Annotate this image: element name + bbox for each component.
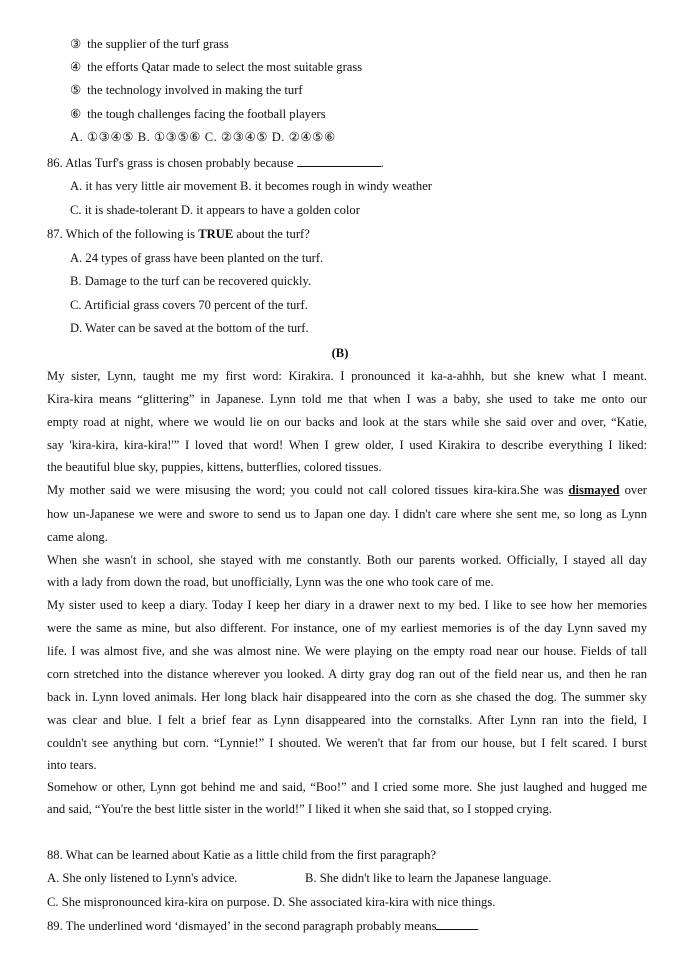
passage-line: empty road at night, where we would lie on our backs and look at the stars while she said over and over, “Katie, [47,415,647,429]
passage-line: with a lady from down the road, but unofficially, Lynn was the one who took care of me. [47,575,494,589]
q86-options-ab: A. it has very little air movement B. it becomes rough in windy weather [70,179,432,193]
q85-option-3: ③ the supplier of the turf grass [70,37,229,51]
passage-line: came along. [47,530,108,544]
answer-blank [297,154,381,167]
passage-line: Somehow or other, Lynn got behind me and said, “Boo!” and I cried some more. She just laughed and hugged me [47,780,647,794]
passage-line: My sister, Lynn, taught me my first word: Kirakira. I pronounced it ka-a-ahhh, but she knew what I meant. [47,369,647,383]
question-86: 86. Atlas Turf's grass is chosen probably because . [47,156,384,170]
q85-option-4: ④ the efforts Qatar made to select the most suitable grass [70,60,363,74]
circled-number: ③ [70,37,82,51]
circled-number: ⑤ [70,83,82,97]
passage-line: life. I was almost five, and she was almost nine. We were playing on the empty road near our house. Fields of tall [47,644,647,658]
q87-option-b: B. Damage to the turf can be recovered quickly. [70,274,312,288]
q85-option-6: ⑥ the tough challenges facing the football players [70,107,326,121]
passage-line: into tears. [47,758,97,772]
question-89: 89. The underlined word ‘dismayed’ in the second paragraph probably means [47,917,478,934]
passage-line: corn stretched into the distance wherever you looked. A dirty gray dog ran out of the field near us, and then he ran [47,667,647,681]
passage-line: the beautiful blue sky, puppies, kittens, butterflies, colored tissues. [47,460,382,474]
passage-line: My sister used to keep a diary. Today I keep her diary in a drawer next to my bed. I like to see how her memories [47,598,647,612]
q88-options-cd: C. She mispronounced kira-kira on purpose. D. She associated kira-kira with nice things. [47,895,496,909]
passage-line: were the same as mine, but also different. For instance, one of my earliest memories is of the day Lynn saved my [47,621,647,635]
question-88: 88. What can be learned about Katie as a little child from the first paragraph? [47,848,436,862]
section-heading: (B) [331,346,349,360]
underlined-word: dismayed [568,483,620,497]
passage-line: was clear and blue. I felt a brief fear as Lynn disappeared into the cornstalks. After Lynn ran into the field, I [47,713,647,727]
q87-option-a: A. 24 types of grass have been planted on the turf. [70,251,324,265]
passage-line: and said, “You're the best little sister in the world!” I liked it when she said that, so I stopped crying. [47,802,552,816]
q86-options-cd: C. it is shade-tolerant D. it appears to have a golden color [70,203,360,217]
answer-blank [436,917,478,930]
passage-line: Kira-kira means “glittering” in Japanese. Lynn told me that when I was a baby, she used to take me onto our [47,392,647,406]
passage-line: couldn't see anything but corn. “Lynnie!” I shouted. We weren't that far from our house, but I felt scared. I burst [47,736,647,750]
passage-line: My mother said we were misusing the word; you could not call colored tissues kira-kira.She was dismayed over [47,483,647,497]
passage-line: When she wasn't in school, she stayed with me constantly. Both our parents worked. Officially, I stayed all day [47,553,647,567]
q85-option-5: ⑤ the technology involved in making the turf [70,83,303,97]
question-87: 87. Which of the following is TRUE about the turf? [47,227,310,241]
q88-options-ab: A. She only listened to Lynn's advice. B. She didn't like to learn the Japanese language. [47,871,552,885]
circled-number: ④ [70,60,82,74]
passage-line: back in. Lynn loved animals. Her long black hair disappeared into the corn as she chased the dog. The summer sky [47,690,647,704]
q87-option-d: D. Water can be saved at the bottom of the turf. [70,321,309,335]
passage-line: say 'kira-kira, kira-kira!'” I loved that word! When I grew older, I used Kirakira to describe everything I liked: [47,438,647,452]
passage-line: how un-Japanese we were and swore to send us to Japan one day. I didn't care where she sent me, so long as Lynn [47,507,647,521]
q87-option-c: C. Artificial grass covers 70 percent of the turf. [70,298,308,312]
q85-answer-choices: A. ①③④⑤ B. ①③⑤⑥ C. ②③④⑤ D. ②④⑤⑥ [70,130,336,144]
circled-number: ⑥ [70,107,82,121]
